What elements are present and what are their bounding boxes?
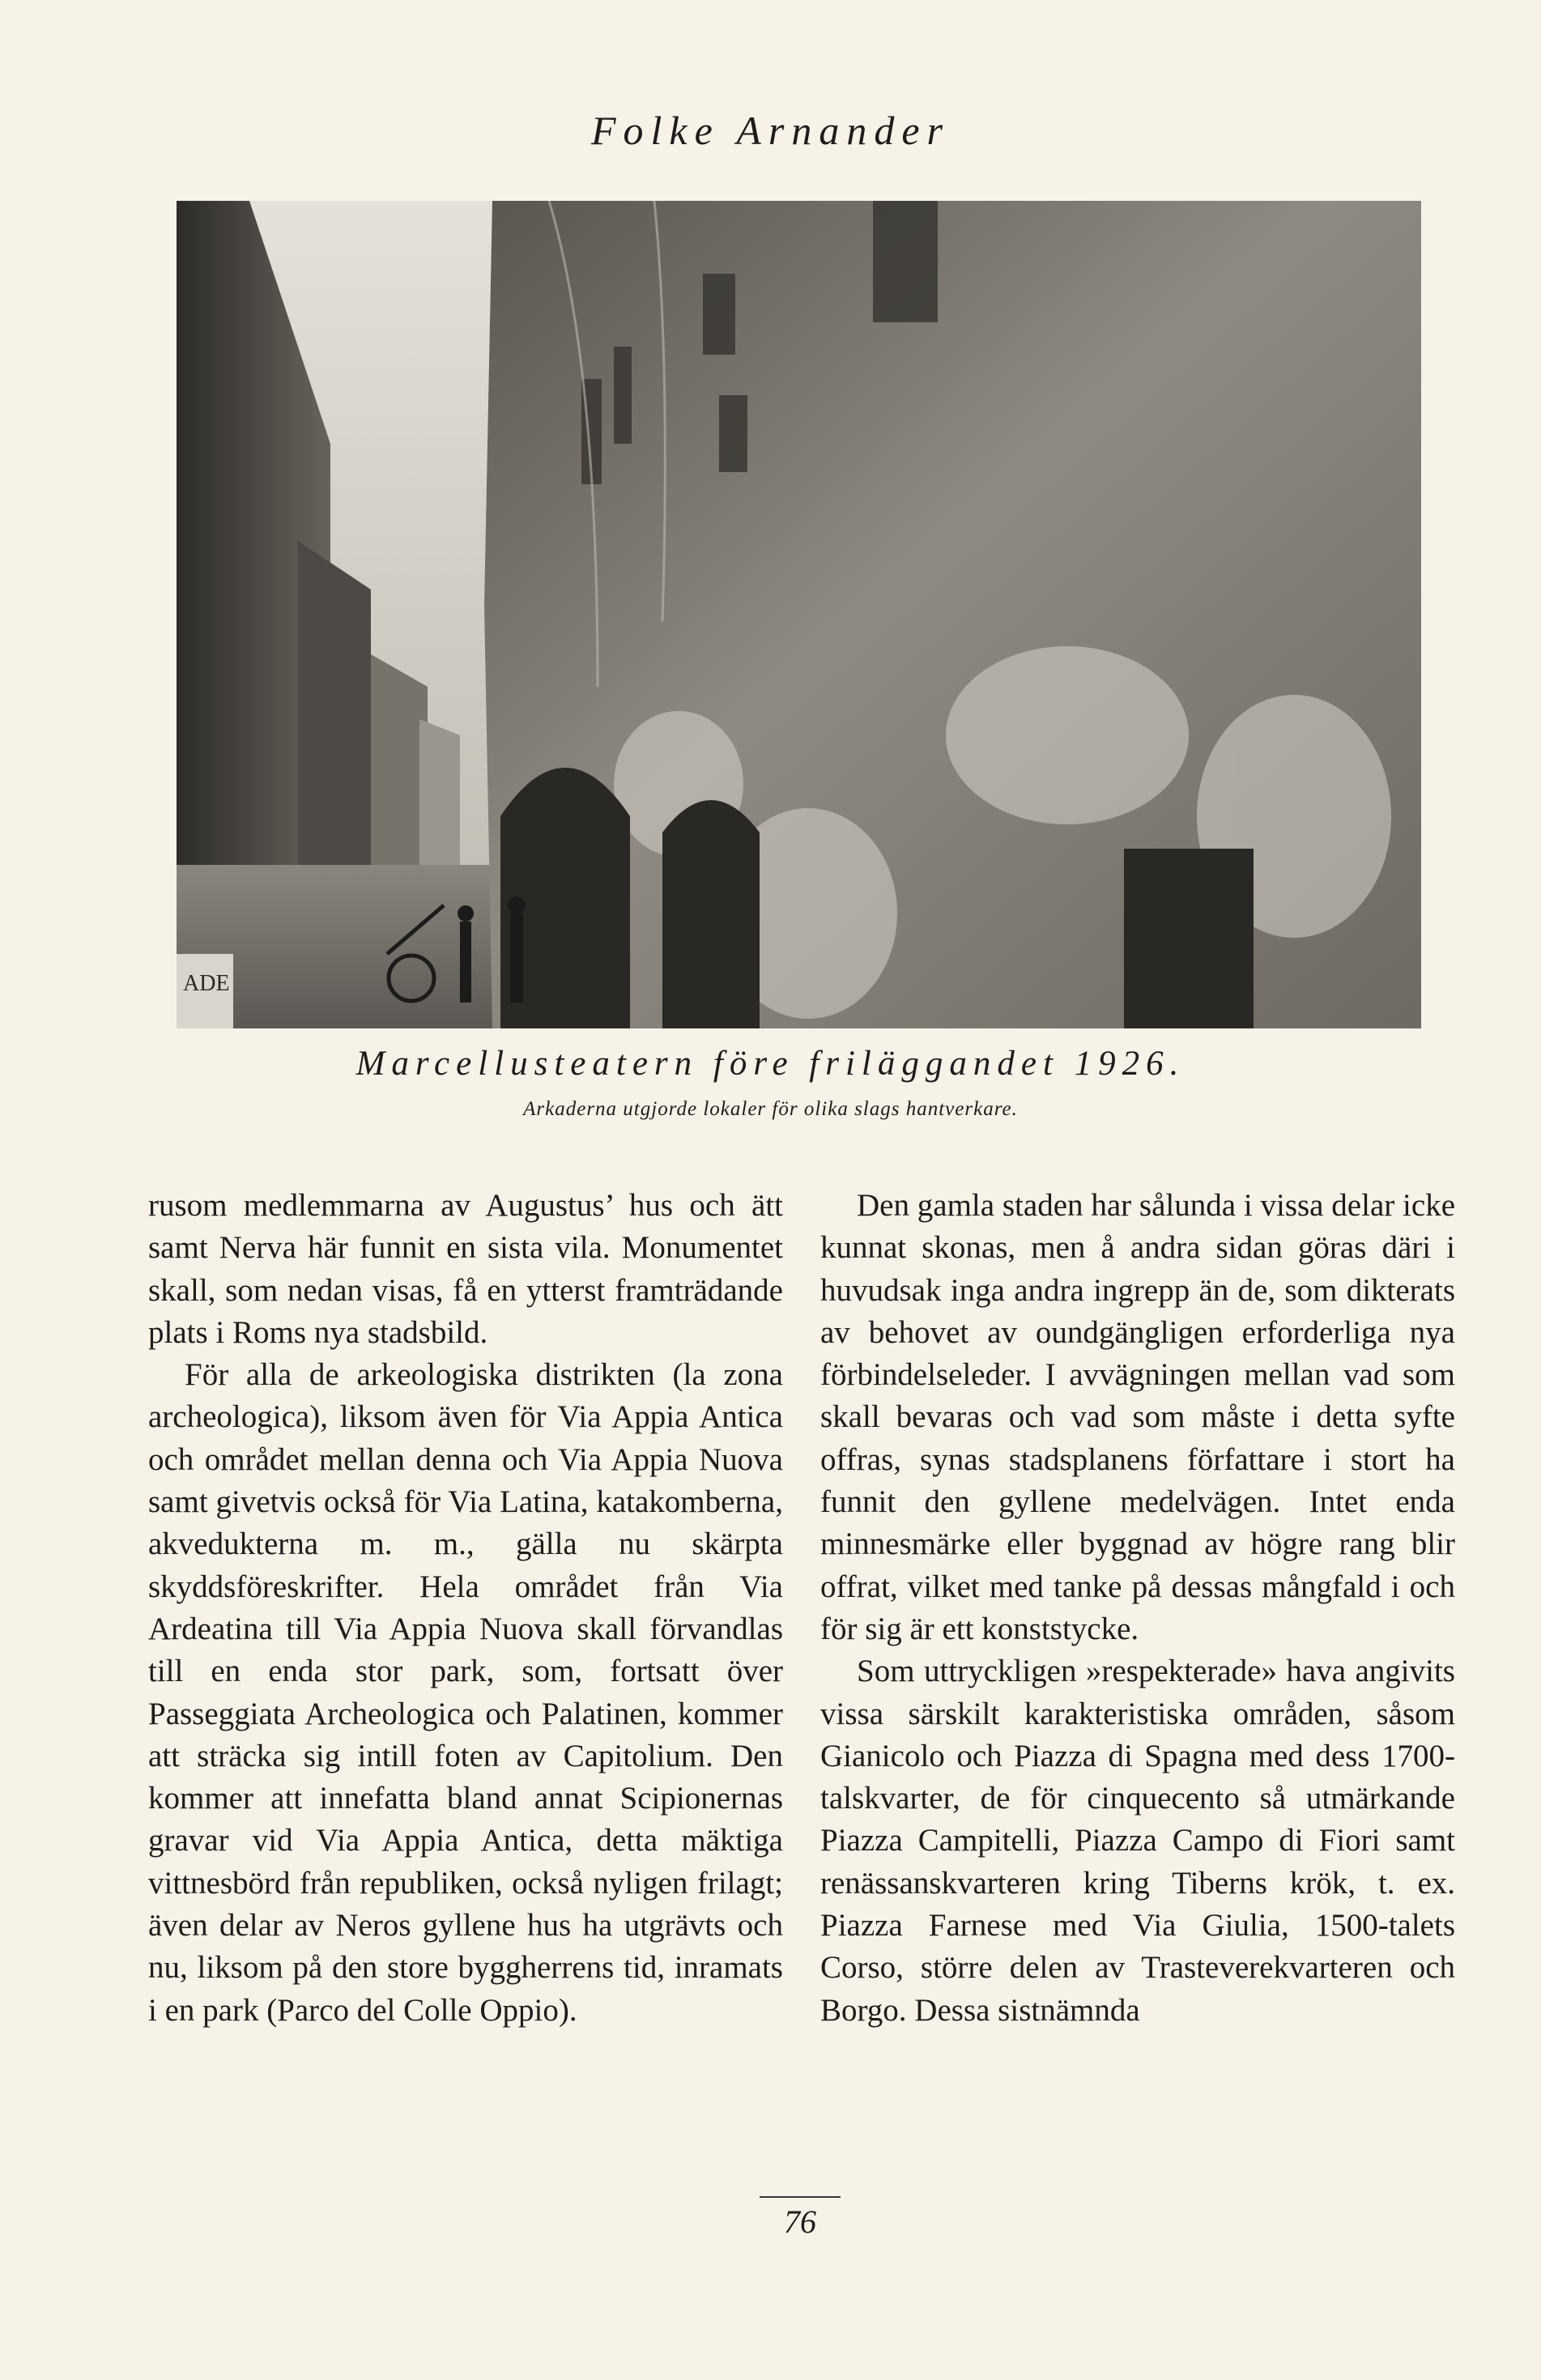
photograph-icon — [177, 201, 1421, 1028]
paragraph-left-2: För alla de arkeologiska distrikten (la zona archeologica), liksom även för Via Appia Antica och området mellan denna och Via Appia Nuova samt givetvis också för Via Latina, katakomberna, akvedukterna m. m., gälla nu skärpta skyddsföreskrifter. Hela området från Via Ardeatina till Via Appia Nuova skall förvandlas till en enda stor park, som, fortsatt över Passeggiata Archeologica och Palatinen, kommer att sträcka sig intill foten av Capitolium. Den kommer att innefatta bland annat Scipionernas gravar vid Via Appia Antica, detta mäktiga vittnesbörd från republiken, också nyligen frilagt; även delar av Neros gyllene hus ha utgrävts och nu, liksom på den store byggherrens tid, inramats i en park (Parco del Colle Oppio). — [148, 1357, 783, 2028]
page-number: 76 — [760, 2196, 841, 2238]
running-head-author: Folke Arnander — [590, 108, 951, 153]
paragraph-right-2: Som uttryckligen »respekterade» hava angivits vissa särskilt karakteristiska områden, såsom Gianicolo och Piazza di Spagna med dess 1700-talskvarter, de för cinquecento så utmärkande Piazza Campitelli, Piazza Campo di Fiori samt renässanskvarteren kring Tiberns krök, t. ex. Piazza Farnese med Via Giulia, 1500-talets Corso, större delen av Trasteverekvarteren och Borgo. Dessa sistnämnda — [820, 1654, 1455, 2028]
paragraph-right-1: Den gamla staden har sålunda i vissa delar icke kunnat skonas, men å andra sidan göras däri i huvudsak inga andra ingrepp än de, som dikterats av behovet av oundgängligen erforderliga nya förbindelseleder. I avvägningen mellan vad som skall bevaras och vad som måste i detta syfte offras, synas stadsplanens författare i stort ha funnit den gyllene medelvägen. Intet enda minnesmärke eller byggnad av högre rang blir offrat, vilket med tanke på dessas mångfald i och för sig är ett konststycke. — [820, 1188, 1455, 1646]
paragraph-left-1: rusom medlemmarna av Augustus’ hus och ätt samt Nerva här funnit en sista vila. Monumentet skall, som nedan visas, få en ytterst framträdande plats i Roms nya stadsbild. — [148, 1188, 783, 1350]
figure-caption-title: Marcellusteatern före friläggandet 1926. — [355, 1045, 1186, 1083]
text-column-left — [148, 1185, 783, 2032]
figure-caption-subtitle: Arkaderna utgjorde lokaler för olika slags hantverkare. — [523, 1098, 1018, 1120]
text-column-right — [820, 1185, 1455, 2032]
photograph-theatre-of-marcellus — [177, 201, 1421, 1028]
shop-sign-text: ADE — [183, 971, 230, 996]
